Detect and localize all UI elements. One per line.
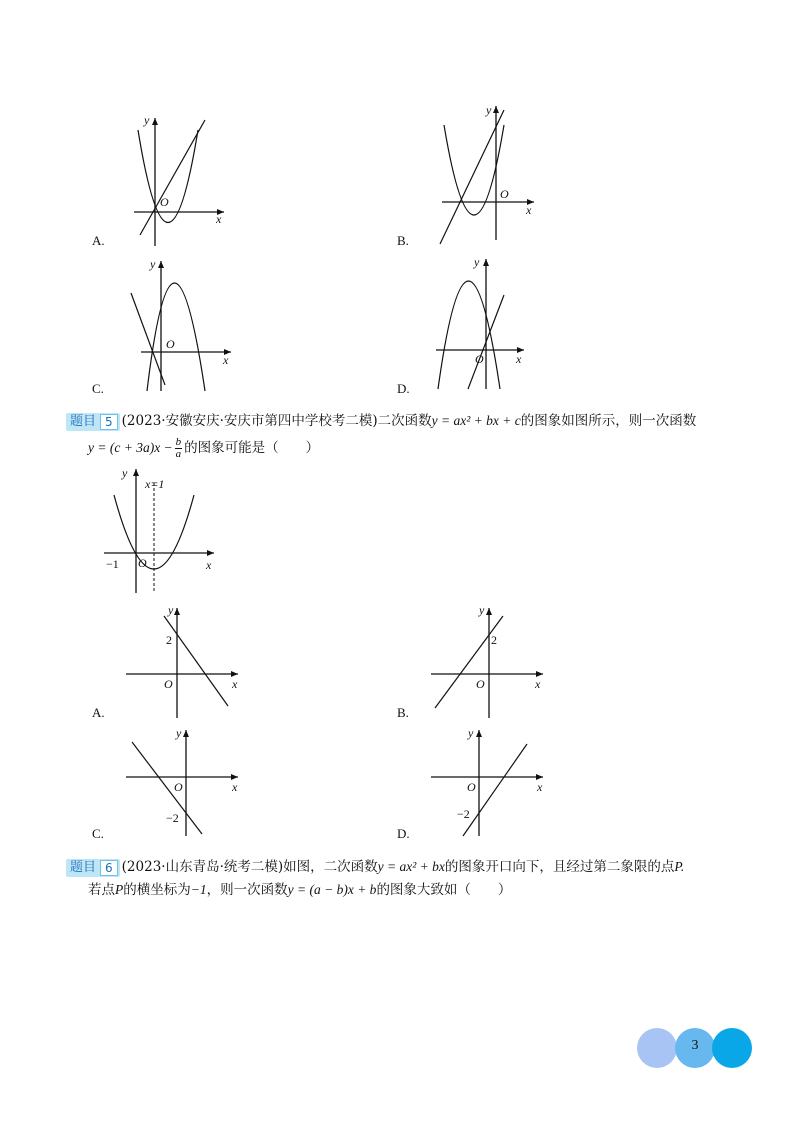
q5-fraction-den: a xyxy=(175,448,182,460)
q5-badge-number: 5 xyxy=(100,414,118,430)
x-label: x xyxy=(223,353,229,367)
line xyxy=(435,616,503,708)
x-label: x xyxy=(535,677,541,691)
q5-parabola-figure xyxy=(98,465,228,600)
q6-text-f: 的图象大致如（ ） xyxy=(376,882,512,898)
parabola xyxy=(147,283,205,391)
intercept-label: 2 xyxy=(166,633,172,647)
q5-badge xyxy=(66,413,120,431)
y-label: y xyxy=(168,603,174,617)
neg-one-label: −1 xyxy=(106,557,119,571)
parabola xyxy=(438,281,500,389)
x-label: x xyxy=(232,677,238,691)
origin-label: O xyxy=(164,677,173,691)
x-label: x xyxy=(206,558,212,572)
q4-option-b-label: B. xyxy=(397,233,409,248)
q6-text-b: 的图象开口向下，且经过第二象限的点 xyxy=(444,859,675,875)
origin-label: O xyxy=(174,780,183,794)
y-label: y xyxy=(474,255,480,269)
q5-text-a: 二次函数 xyxy=(377,413,432,429)
y-label: y xyxy=(479,603,485,617)
q5-badge-text: 题目 xyxy=(70,413,97,429)
line xyxy=(164,616,228,706)
q6-text-c: 若点 xyxy=(88,882,115,898)
q5-text-c: 的图象可能是（ ） xyxy=(184,440,320,456)
q6-badge-number: 6 xyxy=(100,860,118,876)
symmetry-axis-label: x=1 xyxy=(145,477,165,491)
q5-fraction-num: b xyxy=(175,436,182,448)
origin-label: O xyxy=(475,352,484,366)
x-label: x xyxy=(537,780,543,794)
page-circle-right xyxy=(712,1028,752,1068)
x-label: x xyxy=(526,203,532,217)
x-label: x xyxy=(516,352,522,366)
q5-option-b-label: B. xyxy=(397,705,409,720)
origin-label: O xyxy=(138,556,147,570)
q5-line-1 xyxy=(66,411,696,431)
q6-line-2 xyxy=(88,880,511,900)
q5-text-b: 的图象如图所示，则一次函数 xyxy=(520,413,697,429)
q5-linear-formula: y = (c + 3a)x − xyxy=(88,440,173,455)
q5-graph-a xyxy=(120,602,250,722)
q6-value: −1 xyxy=(190,882,207,897)
q5-fraction xyxy=(175,437,183,460)
intercept-label: −2 xyxy=(457,807,470,821)
y-label: y xyxy=(144,113,150,127)
q5-option-d-label: D. xyxy=(397,826,410,841)
q4-graph-d xyxy=(430,253,550,393)
q6-linear-formula: y = (a − b)x + b xyxy=(287,882,377,897)
line xyxy=(131,293,165,385)
origin-label: O xyxy=(500,187,509,201)
q5-option-a-label: A. xyxy=(92,705,105,720)
q5-graph-c xyxy=(120,724,250,844)
q6-text-a: 如图，二次函数 xyxy=(283,859,378,875)
origin-label: O xyxy=(160,195,169,209)
y-label: y xyxy=(150,257,156,271)
x-label: x xyxy=(232,780,238,794)
origin-label: O xyxy=(166,337,175,351)
q5-graph-b xyxy=(425,602,555,722)
page-circle-middle xyxy=(675,1028,715,1068)
q6-text-e: ，则一次函数 xyxy=(206,882,288,898)
q6-point: P. xyxy=(674,859,685,874)
y-label: y xyxy=(122,466,128,480)
origin-label: O xyxy=(476,677,485,691)
y-label: y xyxy=(176,726,182,740)
y-label: y xyxy=(486,103,492,117)
y-label: y xyxy=(468,726,474,740)
origin-label: O xyxy=(467,780,476,794)
q6-badge-text: 题目 xyxy=(70,859,97,875)
q4-option-c-label: C. xyxy=(92,381,104,396)
q5-source: (2023·安徽安庆·安庆市第四中学校考二模) xyxy=(121,413,378,429)
q5-graph-d xyxy=(425,724,555,844)
line xyxy=(440,110,504,244)
q6-line-1 xyxy=(66,857,684,877)
q6-badge xyxy=(66,859,120,877)
q6-source: (2023·山东青岛·统考二模) xyxy=(121,859,284,875)
intercept-label: 2 xyxy=(491,633,497,647)
q4-option-d-label: D. xyxy=(397,381,410,396)
line xyxy=(140,120,205,235)
q4-option-a-label: A. xyxy=(92,233,105,248)
q5-option-c-label: C. xyxy=(92,826,104,841)
x-label: x xyxy=(216,212,222,226)
page-number: 3 xyxy=(691,1038,699,1053)
q5-line-2 xyxy=(88,437,319,460)
q4-graph-b xyxy=(430,100,550,250)
q4-graph-c xyxy=(125,255,245,395)
q4-graph-a xyxy=(120,110,240,250)
page-circle-left xyxy=(637,1028,677,1068)
q6-formula: y = ax² + bx xyxy=(377,859,445,874)
q6-text-d: 的横坐标为 xyxy=(123,882,191,898)
intercept-label: −2 xyxy=(166,811,179,825)
q6-point-p: P xyxy=(115,882,124,897)
parabola xyxy=(114,495,194,569)
q5-formula: y = ax² + bx + c xyxy=(431,413,521,428)
